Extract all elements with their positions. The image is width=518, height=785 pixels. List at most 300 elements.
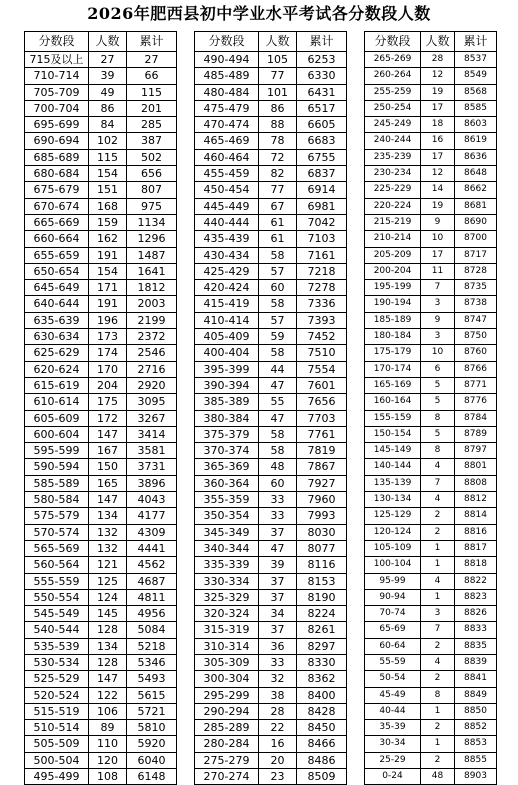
count-cell: 2 [421, 638, 455, 654]
table-row [365, 361, 497, 377]
header-score-range: 分数段 [25, 32, 89, 52]
cumulative-cell: 8261 [297, 622, 347, 638]
score-range-cell: 540-544 [25, 622, 89, 638]
score-range-cell: 150-154 [365, 426, 421, 442]
cumulative-cell: 3896 [127, 475, 177, 491]
count-cell: 134 [89, 508, 127, 524]
score-range-cell: 100-104 [365, 557, 421, 573]
cumulative-cell: 7656 [297, 394, 347, 410]
table-row [25, 117, 177, 133]
score-table-3 [364, 31, 497, 785]
header-count: 人数 [421, 32, 455, 52]
score-range-cell: 300-304 [195, 671, 259, 687]
score-range-cell: 200-204 [365, 263, 421, 279]
cumulative-cell: 8717 [455, 247, 497, 263]
table-row [365, 654, 497, 670]
cumulative-cell: 4687 [127, 573, 177, 589]
count-cell: 175 [89, 394, 127, 410]
cumulative-cell: 8603 [455, 117, 497, 133]
table-row [25, 540, 177, 556]
count-cell: 10 [421, 345, 455, 361]
cumulative-cell: 8816 [455, 524, 497, 540]
count-cell: 3 [421, 296, 455, 312]
cumulative-cell: 8116 [297, 557, 347, 573]
cumulative-cell: 4043 [127, 492, 177, 508]
cumulative-cell: 6683 [297, 133, 347, 149]
cumulative-cell: 1641 [127, 263, 177, 279]
count-cell: 6 [421, 361, 455, 377]
cumulative-cell: 7703 [297, 410, 347, 426]
score-range-cell: 420-424 [195, 280, 259, 296]
count-cell: 2 [421, 671, 455, 687]
count-cell: 37 [259, 573, 297, 589]
table-row [25, 622, 177, 638]
score-range-cell: 165-169 [365, 377, 421, 393]
count-cell: 196 [89, 312, 127, 328]
table-row [25, 394, 177, 410]
score-range-cell: 460-464 [195, 149, 259, 165]
cumulative-cell: 8750 [455, 329, 497, 345]
table-row [365, 622, 497, 638]
score-range-cell: 705-709 [25, 84, 89, 100]
count-cell: 154 [89, 263, 127, 279]
score-range-cell: 170-174 [365, 361, 421, 377]
cumulative-cell: 8823 [455, 589, 497, 605]
count-cell: 115 [89, 149, 127, 165]
table-row [195, 654, 347, 670]
page-title: 2026年肥西县初中学业水平考试各分数段人数 [87, 4, 431, 23]
score-range-cell: 25-29 [365, 752, 421, 768]
score-range-cell: 125-129 [365, 508, 421, 524]
cumulative-cell: 7103 [297, 231, 347, 247]
cumulative-cell: 8812 [455, 492, 497, 508]
table-row [195, 540, 347, 556]
table-row [25, 769, 177, 785]
cumulative-cell: 8690 [455, 214, 497, 230]
cumulative-cell: 8537 [455, 52, 497, 68]
count-cell: 167 [89, 443, 127, 459]
count-cell: 61 [259, 214, 297, 230]
cumulative-cell: 8297 [297, 638, 347, 654]
count-cell: 77 [259, 182, 297, 198]
count-cell: 154 [89, 166, 127, 182]
score-range-cell: 285-289 [195, 720, 259, 736]
count-cell: 78 [259, 133, 297, 149]
table-row [25, 166, 177, 182]
cumulative-cell: 8568 [455, 84, 497, 100]
table-row [195, 231, 347, 247]
cumulative-cell: 8466 [297, 736, 347, 752]
score-range-cell: 605-609 [25, 410, 89, 426]
score-range-cell: 715及以上 [25, 52, 89, 68]
score-range-cell: 625-629 [25, 345, 89, 361]
header-cumulative: 累计 [455, 32, 497, 52]
cumulative-cell: 5084 [127, 622, 177, 638]
table-row [195, 198, 347, 214]
cumulative-cell: 8841 [455, 671, 497, 687]
table-row [195, 280, 347, 296]
table-row [195, 84, 347, 100]
score-table-1 [24, 31, 177, 785]
cumulative-cell: 8450 [297, 720, 347, 736]
count-cell: 17 [421, 100, 455, 116]
count-cell: 3 [421, 606, 455, 622]
table-row [195, 589, 347, 605]
score-range-cell: 320-324 [195, 606, 259, 622]
score-range-cell: 135-139 [365, 475, 421, 491]
table-row [25, 84, 177, 100]
score-range-cell: 400-404 [195, 345, 259, 361]
score-range-cell: 630-634 [25, 329, 89, 345]
count-cell: 134 [89, 638, 127, 654]
cumulative-cell: 6040 [127, 752, 177, 768]
count-cell: 60 [259, 475, 297, 491]
table-row [365, 280, 497, 296]
count-cell: 121 [89, 557, 127, 573]
cumulative-cell: 1812 [127, 280, 177, 296]
count-cell: 86 [259, 100, 297, 116]
cumulative-cell: 8839 [455, 654, 497, 670]
score-range-cell: 265-269 [365, 52, 421, 68]
table-row [365, 198, 497, 214]
count-cell: 88 [259, 117, 297, 133]
cumulative-cell: 201 [127, 100, 177, 116]
cumulative-cell: 8789 [455, 426, 497, 442]
table-row [25, 606, 177, 622]
cumulative-cell: 1134 [127, 214, 177, 230]
cumulative-cell: 5346 [127, 654, 177, 670]
count-cell: 20 [259, 752, 297, 768]
table-row [25, 231, 177, 247]
cumulative-cell: 8330 [297, 654, 347, 670]
count-cell: 86 [89, 100, 127, 116]
score-range-cell: 660-664 [25, 231, 89, 247]
count-cell: 170 [89, 361, 127, 377]
cumulative-cell: 6981 [297, 198, 347, 214]
table-row [25, 149, 177, 165]
cumulative-cell: 7993 [297, 508, 347, 524]
table-row [25, 459, 177, 475]
table-row [365, 443, 497, 459]
count-cell: 7 [421, 475, 455, 491]
header-score-range: 分数段 [195, 32, 259, 52]
count-cell: 174 [89, 345, 127, 361]
score-range-cell: 485-489 [195, 68, 259, 84]
table-row [25, 345, 177, 361]
cumulative-cell: 8852 [455, 720, 497, 736]
cumulative-cell: 7819 [297, 443, 347, 459]
table-row [365, 459, 497, 475]
table-row [365, 557, 497, 573]
count-cell: 150 [89, 459, 127, 475]
count-cell: 120 [89, 752, 127, 768]
table-row [25, 280, 177, 296]
table-row [25, 443, 177, 459]
cumulative-cell: 8648 [455, 166, 497, 182]
score-range-cell: 225-229 [365, 182, 421, 198]
count-cell: 4 [421, 654, 455, 670]
cumulative-cell: 8735 [455, 280, 497, 296]
cumulative-cell: 8681 [455, 198, 497, 214]
score-range-cell: 65-69 [365, 622, 421, 638]
table-row [25, 52, 177, 68]
table-row [365, 752, 497, 768]
count-cell: 34 [259, 606, 297, 622]
cumulative-cell: 8728 [455, 263, 497, 279]
score-range-cell: 250-254 [365, 100, 421, 116]
count-cell: 11 [421, 263, 455, 279]
count-cell: 28 [259, 703, 297, 719]
count-cell: 57 [259, 312, 297, 328]
cumulative-cell: 8822 [455, 573, 497, 589]
count-cell: 14 [421, 182, 455, 198]
cumulative-cell: 1296 [127, 231, 177, 247]
table-row [365, 573, 497, 589]
count-cell: 33 [259, 508, 297, 524]
score-range-cell: 295-299 [195, 687, 259, 703]
count-cell: 1 [421, 557, 455, 573]
cumulative-cell: 3095 [127, 394, 177, 410]
table-row [365, 394, 497, 410]
cumulative-cell: 8362 [297, 671, 347, 687]
count-cell: 204 [89, 377, 127, 393]
count-cell: 16 [421, 133, 455, 149]
score-range-cell: 255-259 [365, 84, 421, 100]
count-cell: 2 [421, 524, 455, 540]
table-row [25, 573, 177, 589]
count-cell: 47 [259, 377, 297, 393]
score-range-cell: 710-714 [25, 68, 89, 84]
header-cumulative: 累计 [297, 32, 347, 52]
table-row [365, 703, 497, 719]
table-row [365, 638, 497, 654]
score-range-cell: 95-99 [365, 573, 421, 589]
cumulative-cell: 5615 [127, 687, 177, 703]
cumulative-cell: 2920 [127, 377, 177, 393]
cumulative-cell: 8549 [455, 68, 497, 84]
cumulative-cell: 7960 [297, 492, 347, 508]
count-cell: 22 [259, 720, 297, 736]
cumulative-cell: 8747 [455, 312, 497, 328]
score-range-cell: 480-484 [195, 84, 259, 100]
count-cell: 172 [89, 410, 127, 426]
cumulative-cell: 66 [127, 68, 177, 84]
count-cell: 105 [259, 52, 297, 68]
cumulative-cell: 6755 [297, 149, 347, 165]
score-range-cell: 675-679 [25, 182, 89, 198]
cumulative-cell: 7452 [297, 329, 347, 345]
table-row [195, 214, 347, 230]
count-cell: 147 [89, 492, 127, 508]
score-range-cell: 695-699 [25, 117, 89, 133]
cumulative-cell: 656 [127, 166, 177, 182]
count-cell: 128 [89, 654, 127, 670]
count-cell: 8 [421, 410, 455, 426]
table-row [365, 263, 497, 279]
table-row [25, 329, 177, 345]
count-cell: 39 [259, 557, 297, 573]
cumulative-cell: 8814 [455, 508, 497, 524]
table-row [195, 133, 347, 149]
table-row [25, 263, 177, 279]
count-cell: 9 [421, 312, 455, 328]
score-range-cell: 580-584 [25, 492, 89, 508]
table-row [195, 508, 347, 524]
count-cell: 48 [421, 769, 455, 785]
cumulative-cell: 8428 [297, 703, 347, 719]
count-cell: 82 [259, 166, 297, 182]
score-range-cell: 345-349 [195, 524, 259, 540]
score-range-cell: 365-369 [195, 459, 259, 475]
table-row [195, 426, 347, 442]
table-row [25, 214, 177, 230]
count-cell: 33 [259, 654, 297, 670]
cumulative-cell: 8585 [455, 100, 497, 116]
table-row [195, 394, 347, 410]
score-range-cell: 245-249 [365, 117, 421, 133]
cumulative-cell: 7161 [297, 247, 347, 263]
table-row [195, 247, 347, 263]
count-cell: 191 [89, 247, 127, 263]
count-cell: 8 [421, 443, 455, 459]
score-range-cell: 700-704 [25, 100, 89, 116]
score-range-cell: 395-399 [195, 361, 259, 377]
score-range-cell: 355-359 [195, 492, 259, 508]
cumulative-cell: 115 [127, 84, 177, 100]
table-row [365, 508, 497, 524]
cumulative-cell: 8808 [455, 475, 497, 491]
table-row [365, 84, 497, 100]
score-range-cell: 665-669 [25, 214, 89, 230]
score-range-cell: 440-444 [195, 214, 259, 230]
count-cell: 151 [89, 182, 127, 198]
score-range-cell: 305-309 [195, 654, 259, 670]
score-range-cell: 650-654 [25, 263, 89, 279]
cumulative-cell: 8835 [455, 638, 497, 654]
score-range-cell: 175-179 [365, 345, 421, 361]
count-cell: 7 [421, 622, 455, 638]
count-cell: 17 [421, 247, 455, 263]
table-row [25, 100, 177, 116]
cumulative-cell: 5920 [127, 736, 177, 752]
score-range-cell: 385-389 [195, 394, 259, 410]
count-cell: 18 [421, 117, 455, 133]
table-row [365, 475, 497, 491]
count-cell: 162 [89, 231, 127, 247]
table-row [25, 752, 177, 768]
cumulative-cell: 8619 [455, 133, 497, 149]
score-range-cell: 510-514 [25, 720, 89, 736]
score-range-cell: 500-504 [25, 752, 89, 768]
table-row [365, 687, 497, 703]
cumulative-cell: 6253 [297, 52, 347, 68]
cumulative-cell: 8766 [455, 361, 497, 377]
table-row [195, 492, 347, 508]
cumulative-cell: 8784 [455, 410, 497, 426]
table-row [25, 492, 177, 508]
cumulative-cell: 4177 [127, 508, 177, 524]
cumulative-cell: 6837 [297, 166, 347, 182]
table-row [365, 100, 497, 116]
table-row [25, 703, 177, 719]
table-row [195, 573, 347, 589]
cumulative-cell: 7554 [297, 361, 347, 377]
cumulative-cell: 8849 [455, 687, 497, 703]
score-range-cell: 505-509 [25, 736, 89, 752]
cumulative-cell: 8662 [455, 182, 497, 198]
count-cell: 60 [259, 280, 297, 296]
cumulative-cell: 3731 [127, 459, 177, 475]
table-row [195, 557, 347, 573]
count-cell: 39 [89, 68, 127, 84]
cumulative-cell: 8853 [455, 736, 497, 752]
cumulative-cell: 4956 [127, 606, 177, 622]
table-row [195, 703, 347, 719]
table-row [365, 231, 497, 247]
score-range-cell: 230-234 [365, 166, 421, 182]
count-cell: 38 [259, 687, 297, 703]
score-range-cell: 570-574 [25, 524, 89, 540]
score-range-cell: 600-604 [25, 426, 89, 442]
count-cell: 57 [259, 263, 297, 279]
score-range-cell: 205-209 [365, 247, 421, 263]
score-range-cell: 280-284 [195, 736, 259, 752]
count-cell: 32 [259, 671, 297, 687]
count-cell: 37 [259, 589, 297, 605]
table-row [195, 100, 347, 116]
score-range-cell: 145-149 [365, 443, 421, 459]
score-range-cell: 425-429 [195, 263, 259, 279]
cumulative-cell: 3414 [127, 426, 177, 442]
count-cell: 106 [89, 703, 127, 719]
score-range-cell: 495-499 [25, 769, 89, 785]
score-range-cell: 595-599 [25, 443, 89, 459]
table-row [365, 492, 497, 508]
score-table-2 [194, 31, 347, 785]
table-row [25, 557, 177, 573]
cumulative-cell: 7601 [297, 377, 347, 393]
table-row [195, 524, 347, 540]
table-row [365, 426, 497, 442]
table-row [195, 410, 347, 426]
cumulative-cell: 8190 [297, 589, 347, 605]
table-row [365, 671, 497, 687]
cumulative-cell: 7042 [297, 214, 347, 230]
table-row [25, 377, 177, 393]
table-row [195, 361, 347, 377]
score-range-cell: 70-74 [365, 606, 421, 622]
score-range-cell: 445-449 [195, 198, 259, 214]
count-cell: 1 [421, 703, 455, 719]
cumulative-cell: 8855 [455, 752, 497, 768]
table-row [25, 524, 177, 540]
count-cell: 84 [89, 117, 127, 133]
score-range-cell: 45-49 [365, 687, 421, 703]
score-range-cell: 155-159 [365, 410, 421, 426]
cumulative-cell: 2003 [127, 296, 177, 312]
cumulative-cell: 8771 [455, 377, 497, 393]
cumulative-cell: 6914 [297, 182, 347, 198]
count-cell: 27 [89, 52, 127, 68]
count-cell: 58 [259, 443, 297, 459]
cumulative-cell: 3267 [127, 410, 177, 426]
score-range-cell: 195-199 [365, 280, 421, 296]
table-row [195, 769, 347, 785]
table-row [25, 475, 177, 491]
table-row [195, 475, 347, 491]
score-range-cell: 235-239 [365, 149, 421, 165]
score-range-cell: 290-294 [195, 703, 259, 719]
